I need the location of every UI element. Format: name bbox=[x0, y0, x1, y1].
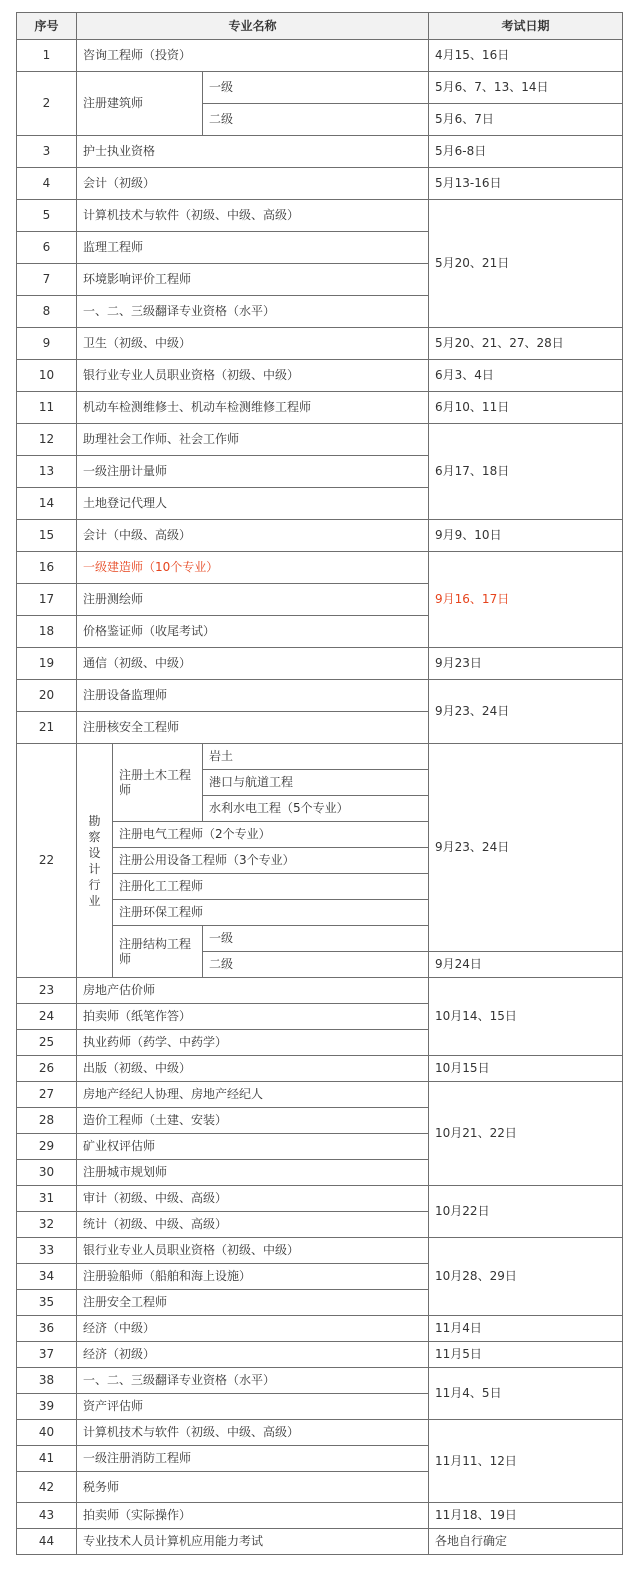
row-name: 注册电气工程师（2个专业） bbox=[113, 822, 429, 848]
row-name: 咨询工程师（投资） bbox=[77, 40, 429, 72]
row-date-highlighted: 9月16、17日 bbox=[429, 552, 623, 648]
row-seq: 7 bbox=[17, 264, 77, 296]
row-seq: 22 bbox=[17, 744, 77, 978]
row-name: 注册验船师（船舶和海上设施） bbox=[77, 1264, 429, 1290]
row-seq: 39 bbox=[17, 1394, 77, 1420]
row-name: 审计（初级、中级、高级） bbox=[77, 1186, 429, 1212]
row-seq: 24 bbox=[17, 1004, 77, 1030]
row-name: 价格鉴证师（收尾考试） bbox=[77, 616, 429, 648]
row-date: 4月15、16日 bbox=[429, 40, 623, 72]
table-row bbox=[17, 392, 623, 424]
row-date: 6月17、18日 bbox=[429, 424, 623, 520]
row-name: 注册环保工程师 bbox=[113, 900, 429, 926]
row-name: 注册安全工程师 bbox=[77, 1290, 429, 1316]
row-date: 10月14、15日 bbox=[429, 978, 623, 1056]
row-subname: 港口与航道工程 bbox=[203, 770, 429, 796]
table-row bbox=[17, 40, 623, 72]
table-row bbox=[17, 328, 623, 360]
row-name: 通信（初级、中级） bbox=[77, 648, 429, 680]
row-subname: 岩土 bbox=[203, 744, 429, 770]
row-seq: 40 bbox=[17, 1420, 77, 1446]
row-seq: 30 bbox=[17, 1160, 77, 1186]
table-row bbox=[17, 1082, 623, 1108]
row-name-highlighted: 一级建造师（10个专业） bbox=[77, 552, 429, 584]
row-subname: 水利水电工程（5个专业） bbox=[203, 796, 429, 822]
row-seq: 36 bbox=[17, 1316, 77, 1342]
row-seq: 43 bbox=[17, 1503, 77, 1529]
table-row bbox=[17, 680, 623, 712]
row-name: 资产评估师 bbox=[77, 1394, 429, 1420]
row-date: 11月11、12日 bbox=[429, 1420, 623, 1503]
header-date: 考试日期 bbox=[429, 13, 623, 40]
row-date: 10月28、29日 bbox=[429, 1238, 623, 1316]
row-name: 银行业专业人员职业资格（初级、中级） bbox=[77, 1238, 429, 1264]
row-seq: 3 bbox=[17, 136, 77, 168]
row-seq: 13 bbox=[17, 456, 77, 488]
row-seq: 21 bbox=[17, 712, 77, 744]
row-subname: 二级 bbox=[203, 104, 429, 136]
row-seq: 26 bbox=[17, 1056, 77, 1082]
table-row bbox=[17, 1056, 623, 1082]
row-name: 卫生（初级、中级） bbox=[77, 328, 429, 360]
row-name: 经济（中级） bbox=[77, 1316, 429, 1342]
row-name: 土地登记代理人 bbox=[77, 488, 429, 520]
row-date: 10月15日 bbox=[429, 1056, 623, 1082]
row-name: 一、二、三级翻译专业资格（水平） bbox=[77, 296, 429, 328]
row-date: 5月6、7、13、14日 bbox=[429, 72, 623, 104]
row-name: 银行业专业人员职业资格（初级、中级） bbox=[77, 360, 429, 392]
row-seq: 38 bbox=[17, 1368, 77, 1394]
category-text: 勘察设计行业 bbox=[88, 813, 101, 908]
row-name: 一、二、三级翻译专业资格（水平） bbox=[77, 1368, 429, 1394]
row-name: 计算机技术与软件（初级、中级、高级） bbox=[77, 1420, 429, 1446]
table-row bbox=[17, 1529, 623, 1555]
row-name: 注册测绘师 bbox=[77, 584, 429, 616]
row-date: 9月23、24日 bbox=[429, 744, 623, 952]
table-row bbox=[17, 1503, 623, 1529]
table-row bbox=[17, 424, 623, 456]
row-date: 5月6、7日 bbox=[429, 104, 623, 136]
row-date: 9月24日 bbox=[429, 952, 623, 978]
row-date: 5月20、21日 bbox=[429, 200, 623, 328]
row-name: 机动车检测维修士、机动车检测维修工程师 bbox=[77, 392, 429, 424]
row-group-name: 注册结构工程师 bbox=[113, 926, 203, 978]
row-seq: 41 bbox=[17, 1446, 77, 1472]
row-seq: 9 bbox=[17, 328, 77, 360]
header-name: 专业名称 bbox=[77, 13, 429, 40]
row-seq: 4 bbox=[17, 168, 77, 200]
row-name: 拍卖师（实际操作） bbox=[77, 1503, 429, 1529]
row-seq: 8 bbox=[17, 296, 77, 328]
row-seq: 14 bbox=[17, 488, 77, 520]
row-date: 6月3、4日 bbox=[429, 360, 623, 392]
category-label bbox=[77, 744, 113, 978]
row-date: 5月13-16日 bbox=[429, 168, 623, 200]
row-seq: 34 bbox=[17, 1264, 77, 1290]
row-date: 各地自行确定 bbox=[429, 1529, 623, 1555]
row-name: 一级注册消防工程师 bbox=[77, 1446, 429, 1472]
row-name: 注册建筑师 bbox=[77, 72, 203, 136]
table-row bbox=[17, 360, 623, 392]
table-row bbox=[17, 1186, 623, 1212]
exam-schedule-table bbox=[16, 12, 623, 1555]
row-date: 11月4日 bbox=[429, 1316, 623, 1342]
row-seq: 32 bbox=[17, 1212, 77, 1238]
table-row bbox=[17, 1342, 623, 1368]
table-row bbox=[17, 744, 623, 770]
row-seq: 6 bbox=[17, 232, 77, 264]
table-row bbox=[17, 168, 623, 200]
row-date: 11月4、5日 bbox=[429, 1368, 623, 1420]
row-group-name: 注册土木工程师 bbox=[113, 744, 203, 822]
row-name: 护士执业资格 bbox=[77, 136, 429, 168]
row-name: 环境影响评价工程师 bbox=[77, 264, 429, 296]
table-row bbox=[17, 1368, 623, 1394]
table-row bbox=[17, 520, 623, 552]
row-seq: 15 bbox=[17, 520, 77, 552]
row-name: 房地产经纪人协理、房地产经纪人 bbox=[77, 1082, 429, 1108]
row-seq: 33 bbox=[17, 1238, 77, 1264]
row-name: 经济（初级） bbox=[77, 1342, 429, 1368]
row-name: 注册化工工程师 bbox=[113, 874, 429, 900]
table-row bbox=[17, 1316, 623, 1342]
row-name: 统计（初级、中级、高级） bbox=[77, 1212, 429, 1238]
row-name: 出版（初级、中级） bbox=[77, 1056, 429, 1082]
row-subname: 二级 bbox=[203, 952, 429, 978]
row-seq: 18 bbox=[17, 616, 77, 648]
row-date: 9月9、10日 bbox=[429, 520, 623, 552]
row-date: 6月10、11日 bbox=[429, 392, 623, 424]
row-seq: 5 bbox=[17, 200, 77, 232]
row-name: 注册城市规划师 bbox=[77, 1160, 429, 1186]
row-subname: 一级 bbox=[203, 72, 429, 104]
row-name: 助理社会工作师、社会工作师 bbox=[77, 424, 429, 456]
row-name: 监理工程师 bbox=[77, 232, 429, 264]
table-row bbox=[17, 552, 623, 584]
row-name: 会计（初级） bbox=[77, 168, 429, 200]
table-row bbox=[17, 1420, 623, 1446]
row-name: 拍卖师（纸笔作答） bbox=[77, 1004, 429, 1030]
row-seq: 23 bbox=[17, 978, 77, 1004]
row-seq: 16 bbox=[17, 552, 77, 584]
row-name: 会计（中级、高级） bbox=[77, 520, 429, 552]
row-date: 11月5日 bbox=[429, 1342, 623, 1368]
row-name: 矿业权评估师 bbox=[77, 1134, 429, 1160]
row-name: 计算机技术与软件（初级、中级、高级） bbox=[77, 200, 429, 232]
row-seq: 25 bbox=[17, 1030, 77, 1056]
row-name: 注册核安全工程师 bbox=[77, 712, 429, 744]
table-row bbox=[17, 136, 623, 168]
row-seq: 1 bbox=[17, 40, 77, 72]
row-name: 注册公用设备工程师（3个专业） bbox=[113, 848, 429, 874]
row-seq: 44 bbox=[17, 1529, 77, 1555]
row-seq: 2 bbox=[17, 72, 77, 136]
row-seq: 17 bbox=[17, 584, 77, 616]
row-seq: 35 bbox=[17, 1290, 77, 1316]
row-date: 11月18、19日 bbox=[429, 1503, 623, 1529]
row-seq: 31 bbox=[17, 1186, 77, 1212]
row-date: 9月23、24日 bbox=[429, 680, 623, 744]
table-row bbox=[17, 200, 623, 232]
table-row bbox=[17, 978, 623, 1004]
row-seq: 20 bbox=[17, 680, 77, 712]
row-seq: 10 bbox=[17, 360, 77, 392]
header-seq: 序号 bbox=[17, 13, 77, 40]
row-seq: 27 bbox=[17, 1082, 77, 1108]
row-seq: 42 bbox=[17, 1472, 77, 1503]
row-seq: 29 bbox=[17, 1134, 77, 1160]
row-name: 注册设备监理师 bbox=[77, 680, 429, 712]
table-row bbox=[17, 1238, 623, 1264]
row-seq: 11 bbox=[17, 392, 77, 424]
row-name: 税务师 bbox=[77, 1472, 429, 1503]
table-row bbox=[17, 72, 623, 104]
table-header-row bbox=[17, 13, 623, 40]
row-seq: 37 bbox=[17, 1342, 77, 1368]
row-date: 5月20、21、27、28日 bbox=[429, 328, 623, 360]
row-name: 执业药师（药学、中药学） bbox=[77, 1030, 429, 1056]
row-date: 5月6-8日 bbox=[429, 136, 623, 168]
row-date: 10月22日 bbox=[429, 1186, 623, 1238]
row-date: 9月23日 bbox=[429, 648, 623, 680]
row-subname: 一级 bbox=[203, 926, 429, 952]
row-seq: 28 bbox=[17, 1108, 77, 1134]
row-name: 造价工程师（土建、安装） bbox=[77, 1108, 429, 1134]
row-seq: 19 bbox=[17, 648, 77, 680]
row-name: 专业技术人员计算机应用能力考试 bbox=[77, 1529, 429, 1555]
row-name: 一级注册计量师 bbox=[77, 456, 429, 488]
row-name: 房地产估价师 bbox=[77, 978, 429, 1004]
table-row bbox=[17, 648, 623, 680]
row-date: 10月21、22日 bbox=[429, 1082, 623, 1186]
row-seq: 12 bbox=[17, 424, 77, 456]
